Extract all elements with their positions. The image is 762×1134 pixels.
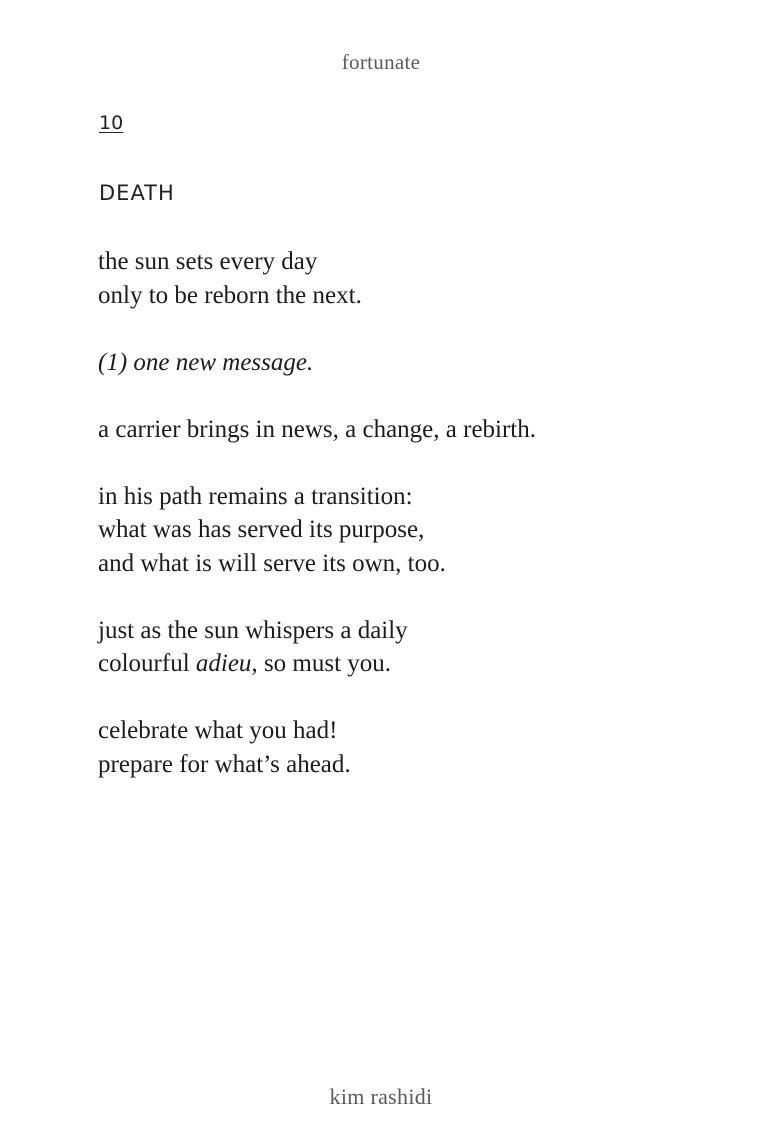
- author-name: kim rashidi: [329, 1084, 433, 1109]
- poem-line: celebrate what you had!: [98, 717, 338, 744]
- stanza-5: [98, 614, 698, 681]
- running-head-title: fortunate: [341, 50, 421, 74]
- poem-line: and what is will serve its own, too.: [98, 549, 446, 577]
- poem-line: just as the sun whispers a daily: [98, 616, 408, 644]
- poem-line: what was has served its purpose,: [98, 516, 425, 543]
- stanza-4: [98, 480, 698, 581]
- poem-line-mixed: [98, 647, 698, 681]
- poem-line-message: (1) one new message.: [98, 348, 314, 376]
- stanza-2: [98, 346, 698, 380]
- poem-body: [98, 245, 698, 815]
- chapter-title: DEATH: [99, 181, 175, 205]
- stanza-1: [98, 245, 698, 312]
- poem-line: only to be reborn the next.: [98, 281, 362, 309]
- poem-line: a carrier brings in news, a change, a rebirth.: [98, 415, 537, 443]
- stanza-3: [98, 413, 698, 447]
- poem-line: prepare for what’s ahead.: [98, 750, 351, 778]
- poem-line: in his path remains a transition:: [98, 482, 413, 510]
- poem-fragment-italic: adieu,: [195, 650, 258, 677]
- poem-fragment: colourful: [98, 650, 196, 677]
- stanza-6: [98, 714, 698, 781]
- page-number: 10: [99, 112, 124, 134]
- poem-fragment: so must you.: [257, 650, 392, 677]
- poem-line: the sun sets every day: [98, 248, 318, 275]
